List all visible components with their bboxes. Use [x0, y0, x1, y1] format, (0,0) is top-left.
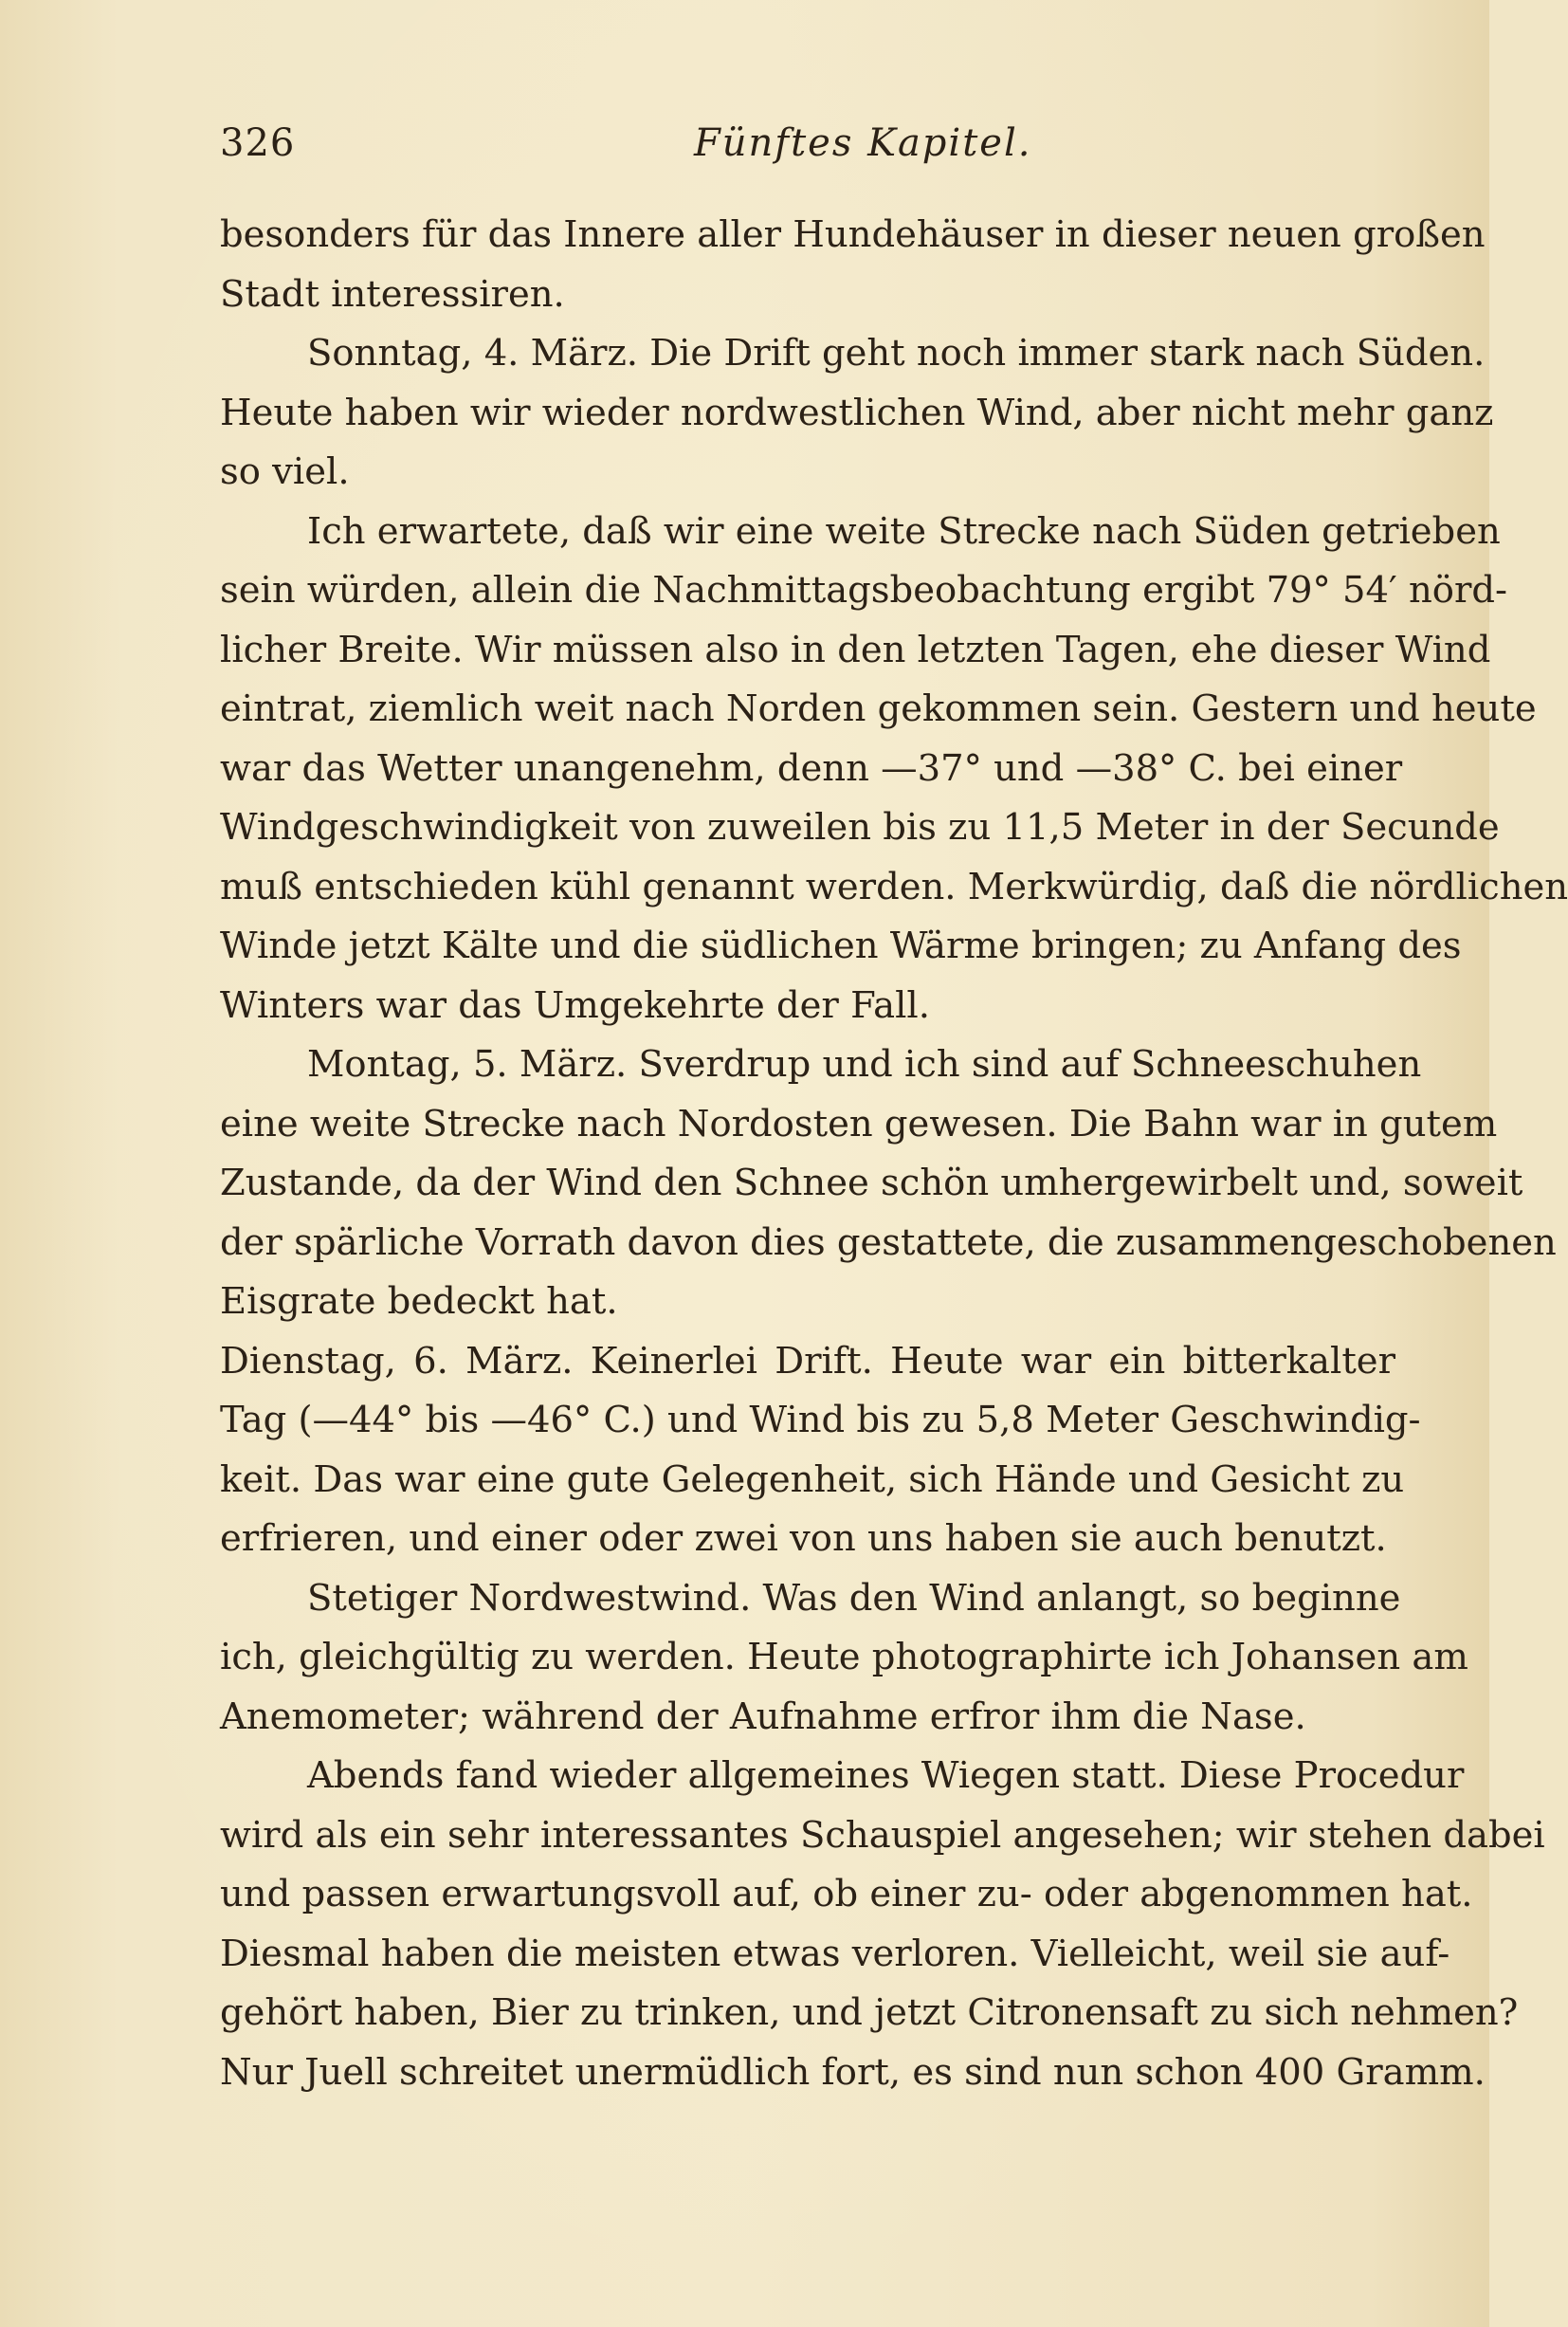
text-line: Nur Juell schreitet unermüdlich fort, es sind nun schon 400 Gramm. — [220, 2050, 1486, 2094]
text-line: und passen erwartungsvoll auf, ob einer zu- oder abgenommen hat. — [220, 1873, 1473, 1915]
text-line: Eisgrate bedeckt hat. — [220, 1280, 618, 1323]
text-line: Tag (—44° bis —46° C.) und Wind bis zu 5,8 Meter Geschwindig- — [220, 1399, 1421, 1441]
text-line: Abends fand wieder allgemeines Wiegen statt. Diese Procedur — [307, 1754, 1465, 1797]
text-line: Diesmal haben die meisten etwas verloren. Vielleicht, weil sie auf- — [220, 1932, 1450, 1975]
text-line: Sonntag, 4. März. Die Drift geht noch immer stark nach Süden. — [307, 332, 1486, 375]
text-line: sein würden, allein die Nachmittagsbeobachtung ergibt 79° 54′ nörd- — [220, 569, 1508, 612]
text-line: eintrat, ziemlich weit nach Norden gekommen sein. Gestern und heute — [220, 687, 1537, 730]
text-line: erfrieren, und einer oder zwei von uns haben sie auch benutzt. — [220, 1517, 1387, 1560]
text-line: so viel. — [220, 450, 350, 493]
text-line: wird als ein sehr interessantes Schauspiel angesehen; wir stehen dabei — [220, 1813, 1545, 1857]
text-line: der spärliche Vorrath davon dies gestattete, die zusammengeschobenen — [220, 1220, 1557, 1264]
text-line: besonders für das Innere aller Hundehäuser in dieser neuen großen — [220, 213, 1486, 256]
body-text — [220, 206, 1568, 2102]
text-line: keit. Das war eine gute Gelegenheit, sich Hände und Gesicht zu — [220, 1457, 1405, 1501]
text-line: Anemometer; während der Aufnahme erfror ihm die Nase. — [220, 1695, 1306, 1738]
chapter-title: Fünftes Kapitel. — [694, 121, 1032, 165]
text-line: Dienstag, 6. März. Keinerlei Drift. Heute war ein bitterkalter — [220, 1339, 1395, 1383]
text-line: Windgeschwindigkeit von zuweilen bis zu 11,5 Meter in der Secunde — [220, 806, 1500, 849]
text-line: Winde jetzt Kälte und die südlichen Wärme bringen; zu Anfang des — [220, 925, 1462, 967]
page-number: 326 — [220, 121, 296, 165]
text-line: Ich erwartete, daß wir eine weite Strecke nach Süden getrieben — [307, 509, 1501, 553]
text-line: Heute haben wir wieder nordwestlichen Wind, aber nicht mehr ganz — [220, 391, 1494, 434]
text-line: gehört haben, Bier zu trinken, und jetzt Citronensaft zu sich nehmen? — [220, 1991, 1519, 2034]
text-line: licher Breite. Wir müssen also in den letzten Tagen, ehe dieser Wind — [220, 628, 1491, 671]
text-line: war das Wetter unangenehm, denn —37° und —38° C. bei einer — [220, 746, 1403, 790]
text-line: muß entschieden kühl genannt werden. Merkwürdig, daß die nördlichen — [220, 865, 1568, 908]
running-head — [220, 121, 1395, 178]
text-line: Winters war das Umgekehrte der Fall. — [220, 983, 930, 1027]
text-line: Zustande, da der Wind den Schnee schön umhergewirbelt und, soweit — [220, 1162, 1523, 1204]
text-line: ich, gleichgültig zu werden. Heute photographirte ich Johansen am — [220, 1636, 1468, 1678]
text-line: Stetiger Nordwestwind. Was den Wind anlangt, so beginne — [307, 1576, 1401, 1620]
text-line: Stadt interessiren. — [220, 272, 565, 316]
text-line: Montag, 5. März. Sverdrup und ich sind auf Schneeschuhen — [307, 1043, 1422, 1086]
text-line: eine weite Strecke nach Nordosten gewesen. Die Bahn war in gutem — [220, 1102, 1498, 1145]
